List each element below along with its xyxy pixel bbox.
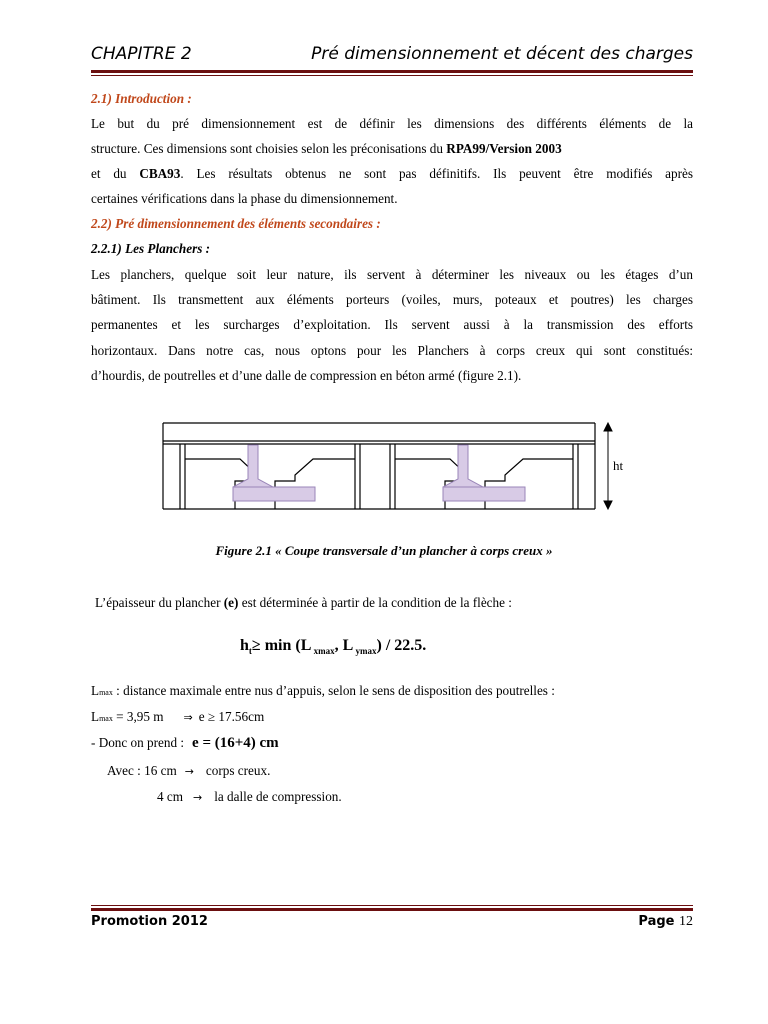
text: et du [91,166,140,181]
paragraph-line: bâtiment. Ils transmettent aux éléments porteurs (voiles, murs, poteaux et poutres) les charges [91,292,693,307]
paragraph-line [95,594,693,612]
chapter-label: CHAPITRE 2 [91,44,192,64]
text: 4 cm [157,789,184,804]
paragraph-line [107,762,693,781]
paragraph-line [91,165,693,183]
text: = 3,95 m [112,709,164,724]
page-footer [91,914,693,929]
text: est déterminée à partir de la condition de la flèche : [238,595,512,610]
header-rule-thin [91,75,693,76]
text: ) / 22.5. [376,637,427,654]
paragraph-line [91,682,693,702]
paragraph-line [91,140,693,158]
text: max [99,714,113,723]
header-rule [91,70,693,73]
height-label: ht [613,458,624,473]
text: - Donc on prend : [91,735,185,750]
text: xmax [311,646,335,657]
text: 12 [679,914,693,929]
implies-icon: ⇒ [183,711,193,724]
text: t [248,646,252,657]
thickness-value: e = (16+4) cm [192,735,279,751]
text: . Les résultats obtenus ne sont pas définitifs. Ils peuvent être modifiés après [180,166,693,181]
text: L’épaisseur du plancher [95,595,224,610]
deflection-formula [240,637,426,656]
section-heading-secondary: 2.2) Pré dimensionnement des éléments secondaires : [91,216,381,231]
figure-caption: Figure 2.1 « Coupe transversale d’un plancher à corps creux » [215,543,553,558]
text: ≥ min (L [251,637,312,654]
floor-section-figure [155,415,645,525]
text: structure. Ces dimensions sont choisies selon les préconisations du [91,141,447,156]
text: h [240,637,249,654]
promotion-label: Promotion 2012 [91,914,208,929]
text: L [91,709,100,724]
text: ymax [353,646,377,657]
page-header [91,44,693,68]
paragraph-line [91,734,693,752]
paragraph-line [157,788,693,807]
paragraph-line: permanentes et les surcharges d’exploitation. Ils servent aussi à la transmission des efforts [91,317,693,332]
text: corps creux. [205,763,271,778]
footer-rule-thin [91,905,693,906]
text: la dalle de compression. [214,789,342,804]
text: Page [638,914,675,929]
ref-cba: CBA93 [139,166,181,181]
text: : distance maximale entre nus d’appuis, selon le sens de disposition des poutrelles : [112,683,555,698]
paragraph-line: certaines vérifications dans la phase du dimensionnement. [91,191,398,206]
paragraph-line: d’hourdis, de poutrelles et d’une dalle de compression en béton armé (figure 2.1). [91,368,522,383]
paragraph-line [91,708,693,728]
variable-e: (e) [223,595,239,610]
text: Avec : 16 cm [107,763,177,778]
text: e ≥ 17.56cm [198,709,265,724]
arrow-right-icon: → [184,765,194,778]
footer-rule [91,908,693,911]
chapter-title: Pré dimensionnement et décent des charges [311,44,693,64]
subsection-heading-planchers: 2.2.1) Les Planchers : [91,241,211,256]
text: L [91,683,100,698]
page-number [638,914,693,930]
text: max [99,688,113,697]
ref-rpa: RPA99/Version 2003 [446,141,562,156]
section-heading-intro: 2.1) Introduction : [91,91,192,106]
paragraph-line: horizontaux. Dans notre cas, nous optons pour les Planchers à corps creux qui sont constitués: [91,343,693,358]
paragraph-line: Le but du pré dimensionnement est de définir les dimensions des différents éléments de la [91,116,693,131]
arrow-right-icon: → [193,791,203,804]
text: , L [334,637,354,654]
paragraph-line: Les planchers, quelque soit leur nature, ils servent à déterminer les niveaux ou les étages d’un [91,267,693,282]
